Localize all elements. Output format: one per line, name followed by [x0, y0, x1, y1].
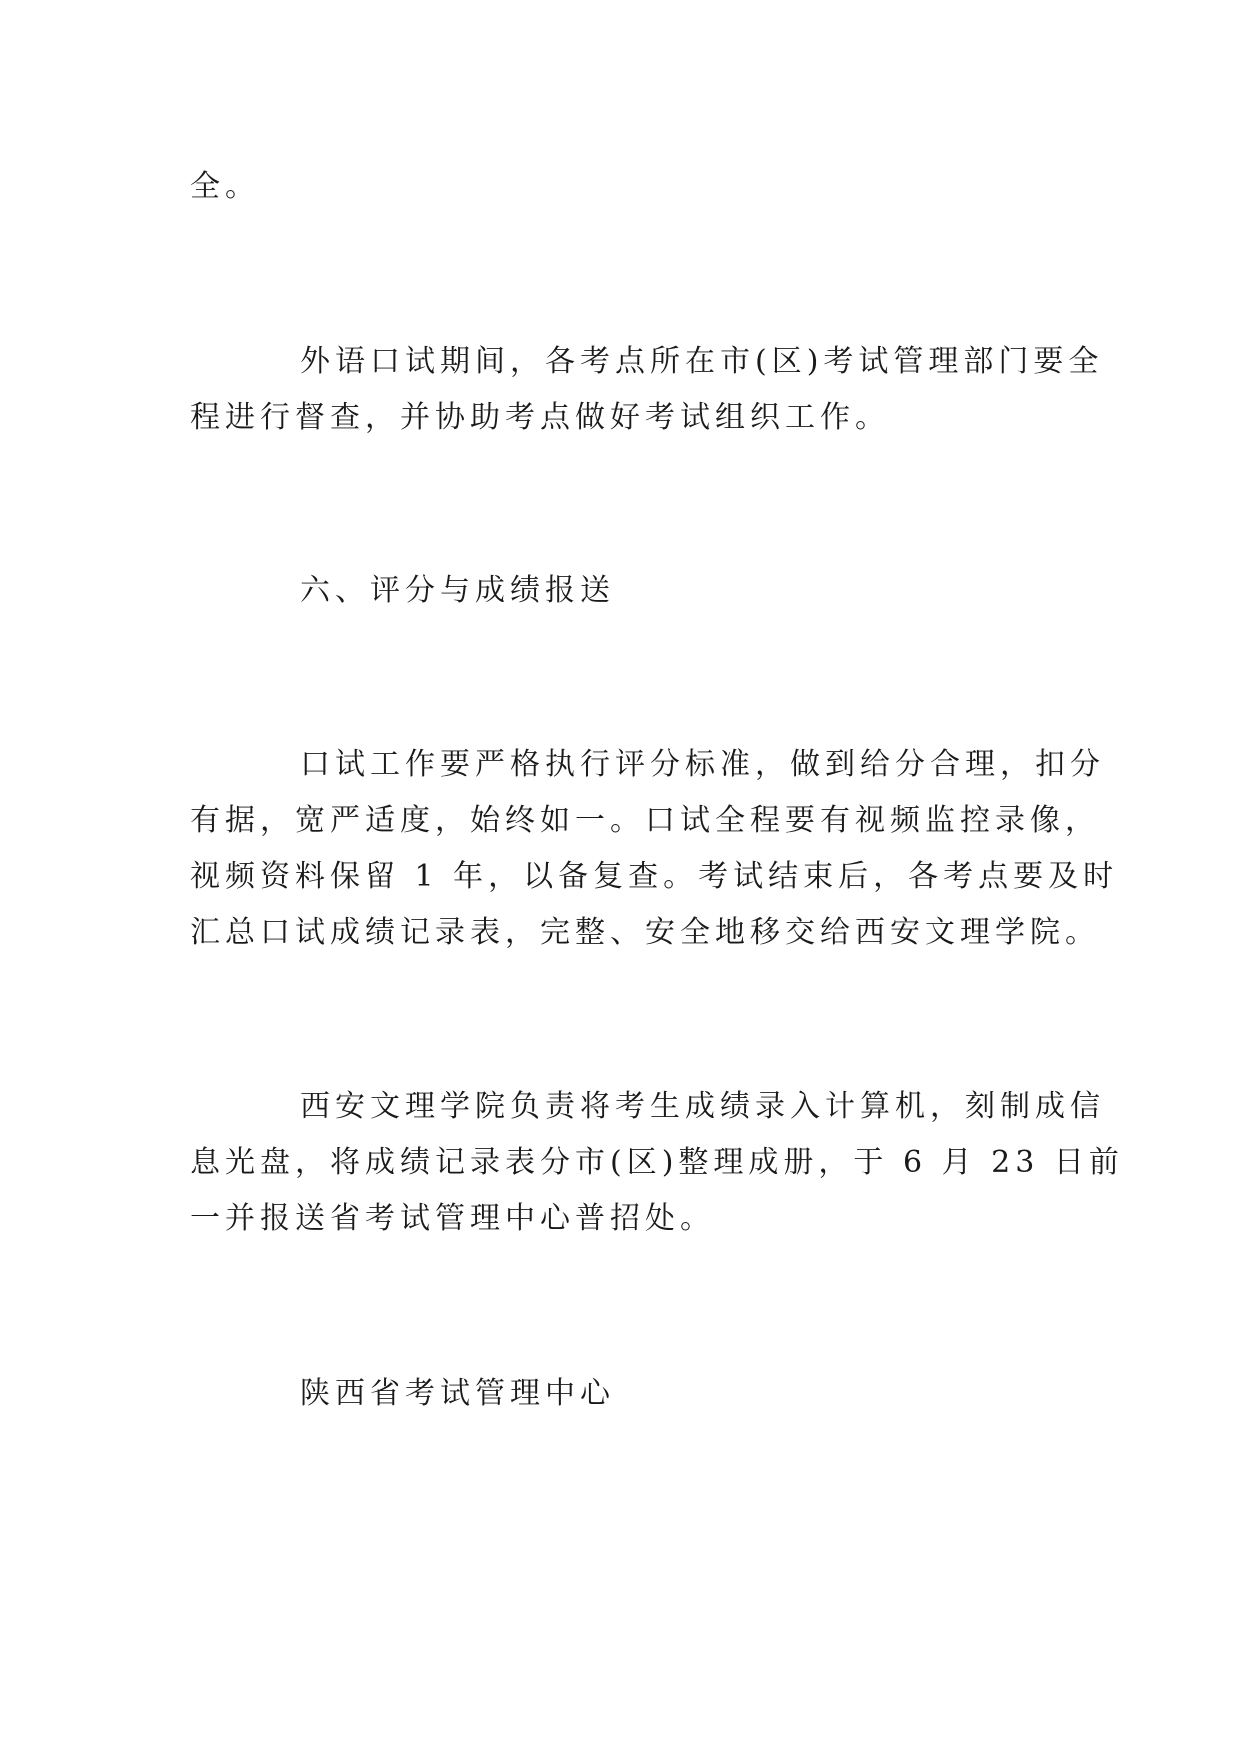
- paragraph-reporting-line-2: 息光盘，将成绩记录表分市(区)整理成册，于 6 月 23 日前: [190, 1145, 1124, 1180]
- paragraph-scoring-line-4: 汇总口试成绩记录表，完整、安全地移交给西安文理学院。: [190, 915, 1100, 950]
- paragraph-reporting-line-3: 一并报送省考试管理中心普招处。: [190, 1201, 715, 1236]
- paragraph-supervision-line-1: 外语口试期间，各考点所在市(区)考试管理部门要全: [300, 344, 1104, 379]
- paragraph-continuation: 全。: [190, 169, 260, 204]
- paragraph-reporting-line-1: 西安文理学院负责将考生成绩录入计算机，刻制成信: [300, 1089, 1105, 1124]
- paragraph-supervision-line-2: 程进行督查，并协助考点做好考试组织工作。: [190, 400, 890, 435]
- paragraph-scoring-line-1: 口试工作要严格执行评分标准，做到给分合理，扣分: [300, 747, 1105, 782]
- paragraph-scoring-line-2: 有据，宽严适度，始终如一。口试全程要有视频监控录像，: [190, 803, 1100, 838]
- section-heading: 六、评分与成绩报送: [300, 573, 615, 608]
- issuer-signature: 陕西省考试管理中心: [300, 1376, 615, 1411]
- paragraph-scoring-line-3: 视频资料保留 1 年，以备复查。考试结束后，各考点要及时: [190, 859, 1119, 894]
